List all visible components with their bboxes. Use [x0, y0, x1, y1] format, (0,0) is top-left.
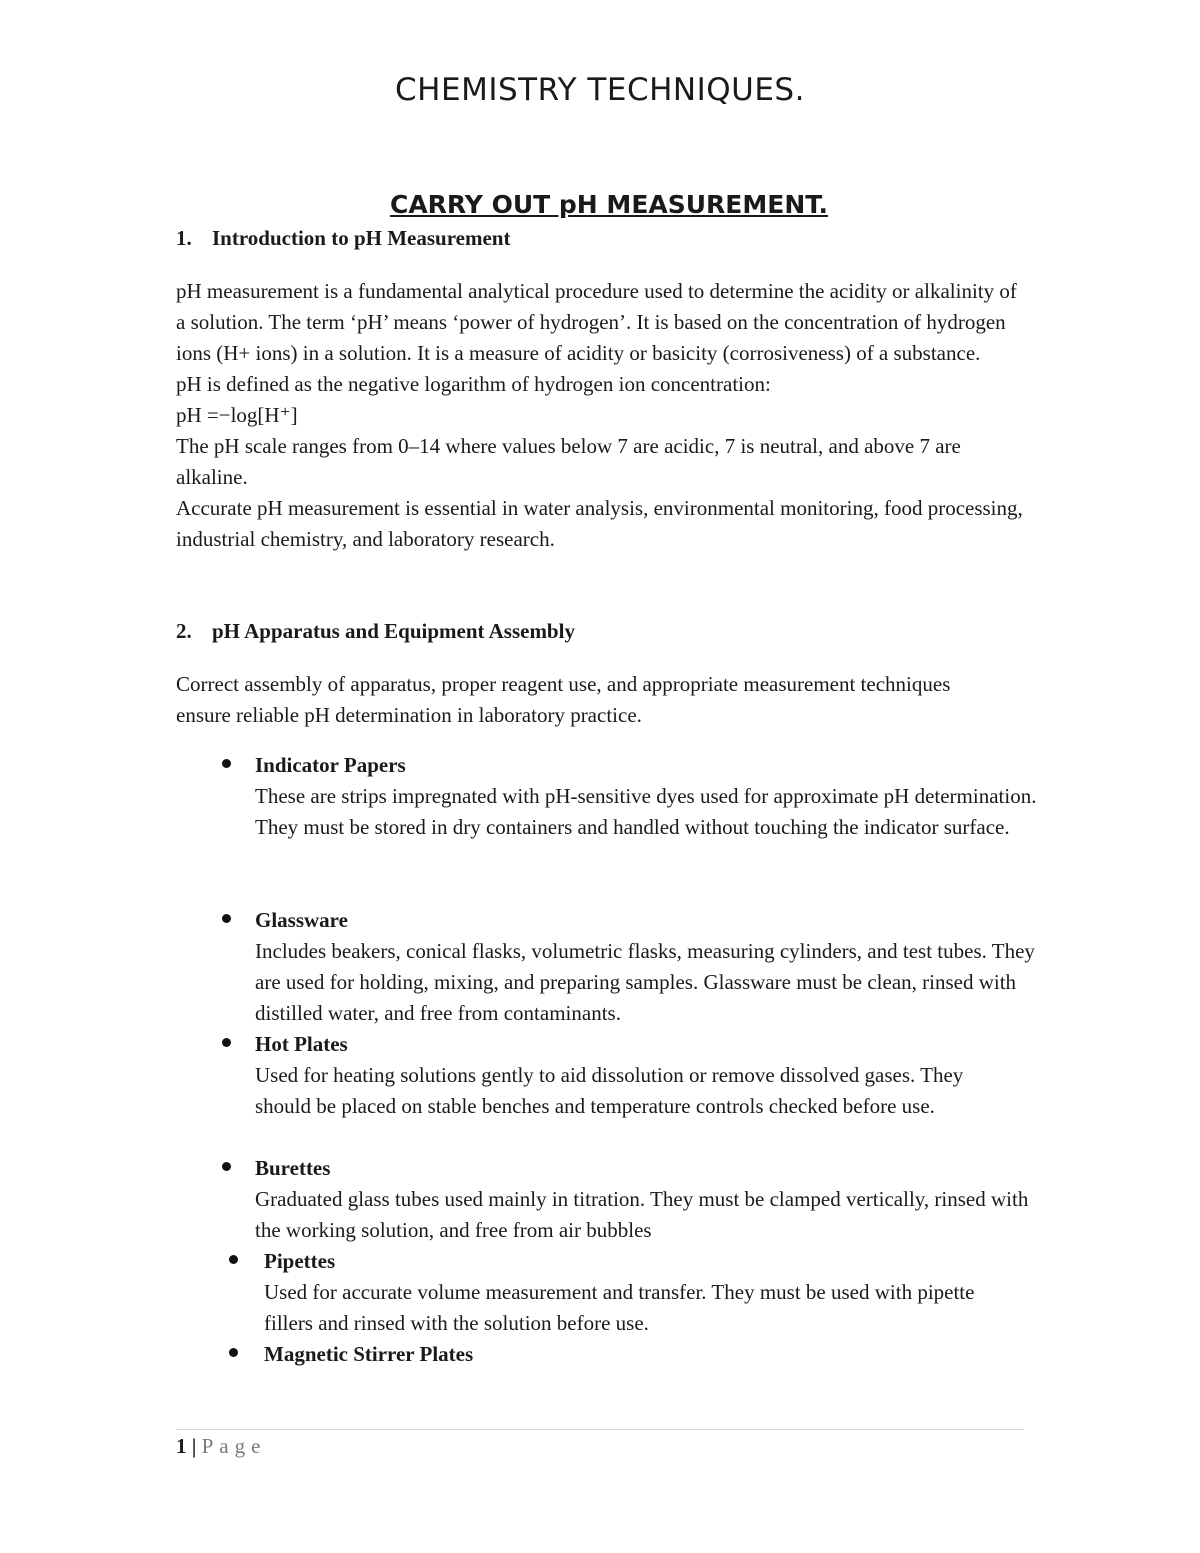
- item-text: They must be stored in dry containers and handled without touching the indicator surface.: [255, 815, 1010, 839]
- item-text: Used for heating solutions gently to aid dissolution or remove dissolved gases. They should be placed on stable benches and temperature controls checked before use.: [255, 1063, 964, 1118]
- bullet-icon: [222, 759, 231, 768]
- list-item-indicator-papers: [255, 750, 1045, 843]
- item-title: Magnetic Stirrer Plates: [264, 1342, 474, 1366]
- heading-number: 1.: [176, 226, 192, 250]
- intro-body: [176, 276, 1026, 555]
- bullet-icon: [229, 1255, 238, 1264]
- document-title: CHEMISTRY TECHNIQUES.: [395, 72, 805, 108]
- heading-number: 2.: [176, 619, 192, 643]
- list-item-glassware: [255, 905, 1035, 1029]
- item-text: Includes beakers, conical flasks, volumetric flasks, measuring cylinders, and test tubes. They are used for holding, mixing, and preparing samples. Glassware must be clean, rinsed with distilled water, and free from contaminants.: [255, 939, 1035, 1025]
- heading-apparatus: [176, 619, 575, 644]
- footer-separator: |: [191, 1434, 197, 1458]
- intro-paragraph: pH measurement is a fundamental analytical procedure used to determine the acidity or alkalinity of a solution. The term ‘pH’ means ‘power of hydrogen’. It is based on the concentration of hydrogen ions (H+ ions) in a solution. It is a measure of acidity or basicity (corrosiveness) of a substance.: [176, 279, 1017, 365]
- item-title: Pipettes: [264, 1249, 336, 1273]
- footer-divider: [176, 1429, 1024, 1430]
- list-item-magnetic-stirrer-plates: [264, 1339, 1054, 1370]
- ph-scale-paragraph: The pH scale ranges from 0–14 where values below 7 are acidic, 7 is neutral, and above 7 are alkaline.: [176, 434, 961, 489]
- definition-line: pH is defined as the negative logarithm of hydrogen ion concentration:: [176, 372, 771, 396]
- list-item-hot-plates: [255, 1029, 1015, 1122]
- item-title: Burettes: [255, 1156, 331, 1180]
- heading-introduction: [176, 226, 510, 251]
- section-title-text: CARRY OUT pH MEASUREMENT.: [389, 190, 829, 219]
- item-text: Used for accurate volume measurement and transfer. They must be used with pipette fillers and rinsed with the solution before use.: [264, 1280, 975, 1335]
- bullet-icon: [222, 1162, 231, 1171]
- page-number: 1: [176, 1434, 187, 1458]
- item-title: Hot Plates: [255, 1032, 348, 1056]
- page-label: Page: [201, 1434, 267, 1458]
- ph-formula: pH =−log[H⁺]: [176, 403, 298, 427]
- applications-paragraph: Accurate pH measurement is essential in water analysis, environmental monitoring, food processing, industrial chemistry, and laboratory research.: [176, 496, 1023, 551]
- heading-text: pH Apparatus and Equipment Assembly: [212, 619, 575, 643]
- apparatus-intro: Correct assembly of apparatus, proper reagent use, and appropriate measurement techniques ensure reliable pH determination in laboratory practice.: [176, 672, 951, 727]
- item-text: These are strips impregnated with pH-sensitive dyes used for approximate pH determination.: [255, 784, 1037, 808]
- item-title: Glassware: [255, 908, 348, 932]
- bullet-icon: [229, 1348, 238, 1357]
- list-item-pipettes: [264, 1246, 1009, 1339]
- heading-text: Introduction to pH Measurement: [212, 226, 511, 250]
- section-title: [0, 190, 1200, 219]
- page-footer: [176, 1434, 266, 1459]
- list-item-burettes: [255, 1153, 1030, 1246]
- bullet-icon: [222, 914, 231, 923]
- item-text: Graduated glass tubes used mainly in titration. They must be clamped vertically, rinsed with the working solution, and free from air bubbles: [255, 1187, 1029, 1242]
- item-title: Indicator Papers: [255, 753, 406, 777]
- bullet-icon: [222, 1038, 231, 1047]
